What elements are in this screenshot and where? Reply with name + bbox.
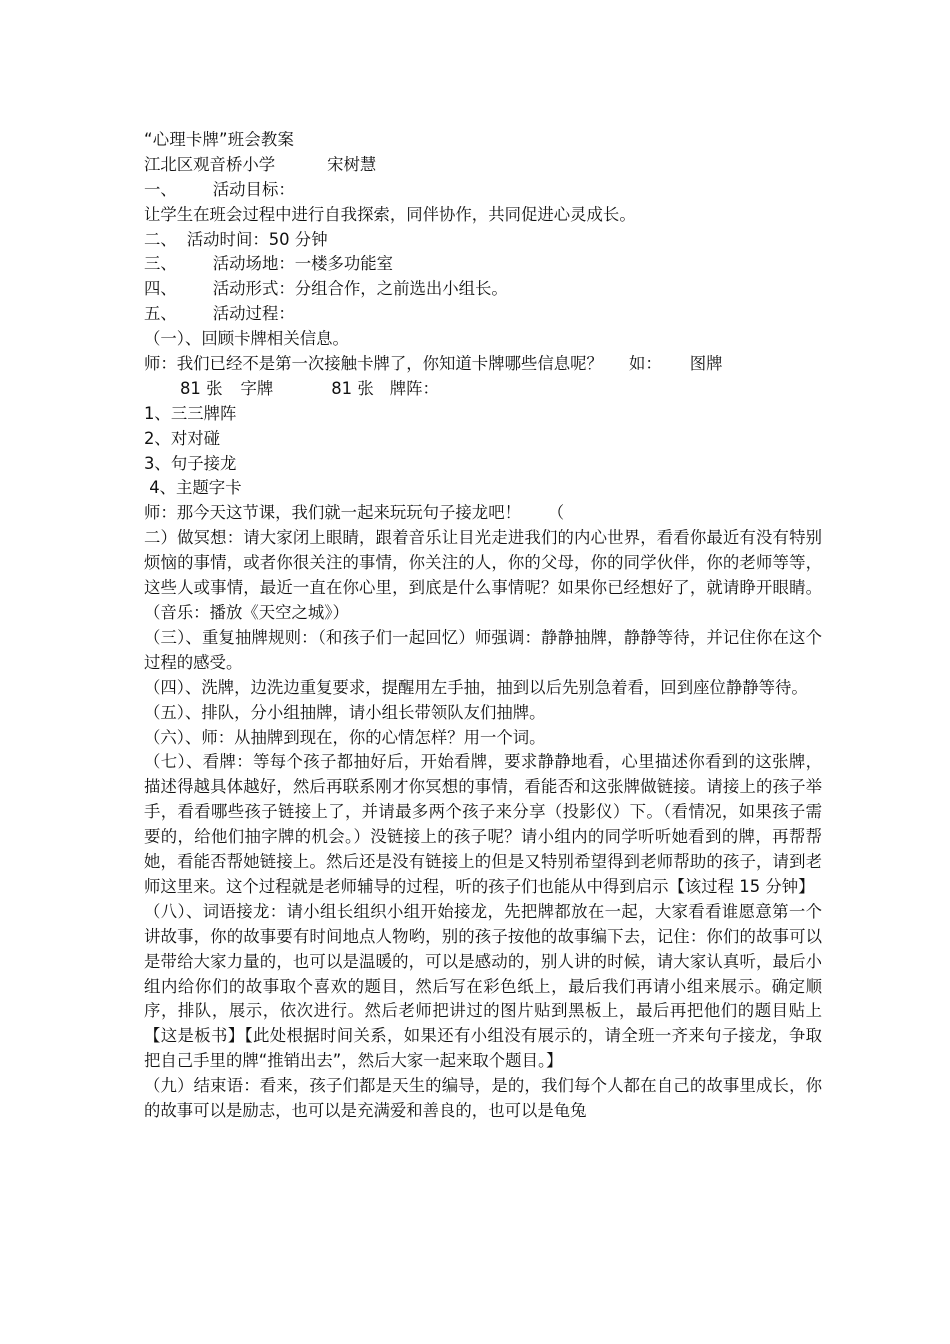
school-name: 江北区观音桥小学 <box>144 154 276 174</box>
teacher-question-ru: 如： <box>628 354 662 374</box>
process-step-3: （三）、重复抽牌规则：（和孩子们一起回忆）师强调：静静抽牌，静静等待，并记住你在这个过程的感受。 <box>144 627 822 672</box>
section-goal-text: 让学生在班会过程中进行自我探索，同伴协作，共同促进心灵成长。 <box>144 204 636 224</box>
teacher-question-text: 师：我们已经不是第一次接触卡牌了，你知道卡牌哪些信息呢？ <box>144 354 603 374</box>
teacher-today-line: 师：那今天这节课，我们就一起来玩玩句子接龙吧！ （ <box>144 503 565 523</box>
card-type-paizhen: 牌阵： <box>389 378 439 398</box>
section-label: 活动时间：50 分钟 <box>186 229 328 249</box>
process-step-1: （一）、回顾卡牌相关信息。 <box>144 329 349 349</box>
card-count-tupai: 81 张 <box>180 378 223 398</box>
process-step-7: （七）、看牌：等每个孩子都抽好后，开始看牌，要求静静地看，心里描述你看到的这张牌，描述得越具体越好，然后再联系刚才你冥想的事情，看能否和这张牌做链接。请接上的孩子举手，看看哪些孩子链接上了，并请最多两个孩子来分享（投影仪）下。（看情况，如果孩子需要的，给他们抽字牌的机会。）没链接上的孩子呢？请小组内的同学听听她看到的牌，再帮帮她，看能否帮她链接上。然后还是没有链接上的但是又特别希望得到老师帮助的孩子，请到老师这里来。这个过程就是老师辅导的过程，听的孩子们也能从中得到启示【该过程 15 分钟】 <box>144 752 822 896</box>
section-place <box>144 252 822 277</box>
process-step-6: （六）、师：从抽牌到现在，你的心情怎样？用一个词。 <box>144 727 546 747</box>
author-name: 宋树慧 <box>327 154 377 174</box>
card-count-zipai: 81 张 <box>331 378 374 398</box>
card-counts-line <box>144 377 822 402</box>
section-number: 四、 <box>144 279 177 299</box>
process-step-8: （八）、词语接龙：请小组长组织小组开始接龙，先把牌都放在一起，大家看看谁愿意第一个讲故事，你的故事要有时间地点人物哟，别的孩子按他的故事编下去，记住：你们的故事可以是带给大家力量的，也可以是温暖的，可以是感动的，别人讲的时候，请大家认真听，最后小组内给你们的故事取个喜欢的题目，然后写在彩色纸上，最后我们再请小组来展示。确定顺序，排队，展示，依次进行。然后老师把讲过的图片贴到黑板上，最后再把他们的题目贴上【这是板书】【此处根据时间关系，如果还有小组没有展示的，请全班一齐来句子接龙，争取把自己手里的牌“推销出去”，然后大家一起来取个题目。】 <box>144 901 822 1071</box>
document-title: “心理卡牌”班会教案 <box>144 130 295 149</box>
section-process <box>144 302 822 327</box>
section-time <box>144 228 822 253</box>
list-item: 3、句子接龙 <box>144 453 237 473</box>
section-label: 活动形式：分组合作，之前选出小组长。 <box>212 279 508 299</box>
process-step-5: （五）、排队，分小组抽牌，请小组长带领队友们抽牌。 <box>144 702 546 722</box>
section-number: 五、 <box>144 304 177 324</box>
card-type-zipai: 字牌 <box>240 378 274 398</box>
section-label: 活动过程： <box>212 304 295 324</box>
section-form <box>144 277 822 302</box>
school-author-line <box>144 153 822 178</box>
section-number: 一、 <box>144 179 177 199</box>
process-step-4: （四）、洗牌，边洗边重复要求，提醒用左手抽，抽到以后先别急着看，回到座位静静等待。 <box>144 677 808 697</box>
list-item: 4、主题字卡 <box>144 478 242 498</box>
list-item: 1、三三牌阵 <box>144 403 237 423</box>
process-step-9: （九）结束语：看来，孩子们都是天生的编导，是的，我们每个人都在自己的故事里成长，你的故事可以是励志，也可以是充满爱和善良的，也可以是龟兔 <box>144 1076 822 1121</box>
section-label: 活动目标： <box>212 179 295 199</box>
section-goal-heading <box>144 178 822 203</box>
card-type-tupai: 图牌 <box>689 354 723 374</box>
list-item: 2、对对碰 <box>144 428 220 448</box>
process-step-2: 二）做冥想：请大家闭上眼睛，跟着音乐让目光走进我们的内心世界，看看你最近有没有特别烦恼的事情，或者你很关注的事情，你关注的人，你的父母，你的同学伙伴，你的老师等等，这些人或事情，最近一直在你心里，到底是什么事情呢？如果你已经想好了，就请睁开眼睛。（音乐：播放《天空之城》） <box>144 528 822 622</box>
section-number: 二、 <box>144 229 177 249</box>
teacher-question <box>144 352 822 377</box>
section-label: 活动场地：一楼多功能室 <box>212 254 394 274</box>
document-body <box>144 128 822 1124</box>
section-number: 三、 <box>144 254 177 274</box>
